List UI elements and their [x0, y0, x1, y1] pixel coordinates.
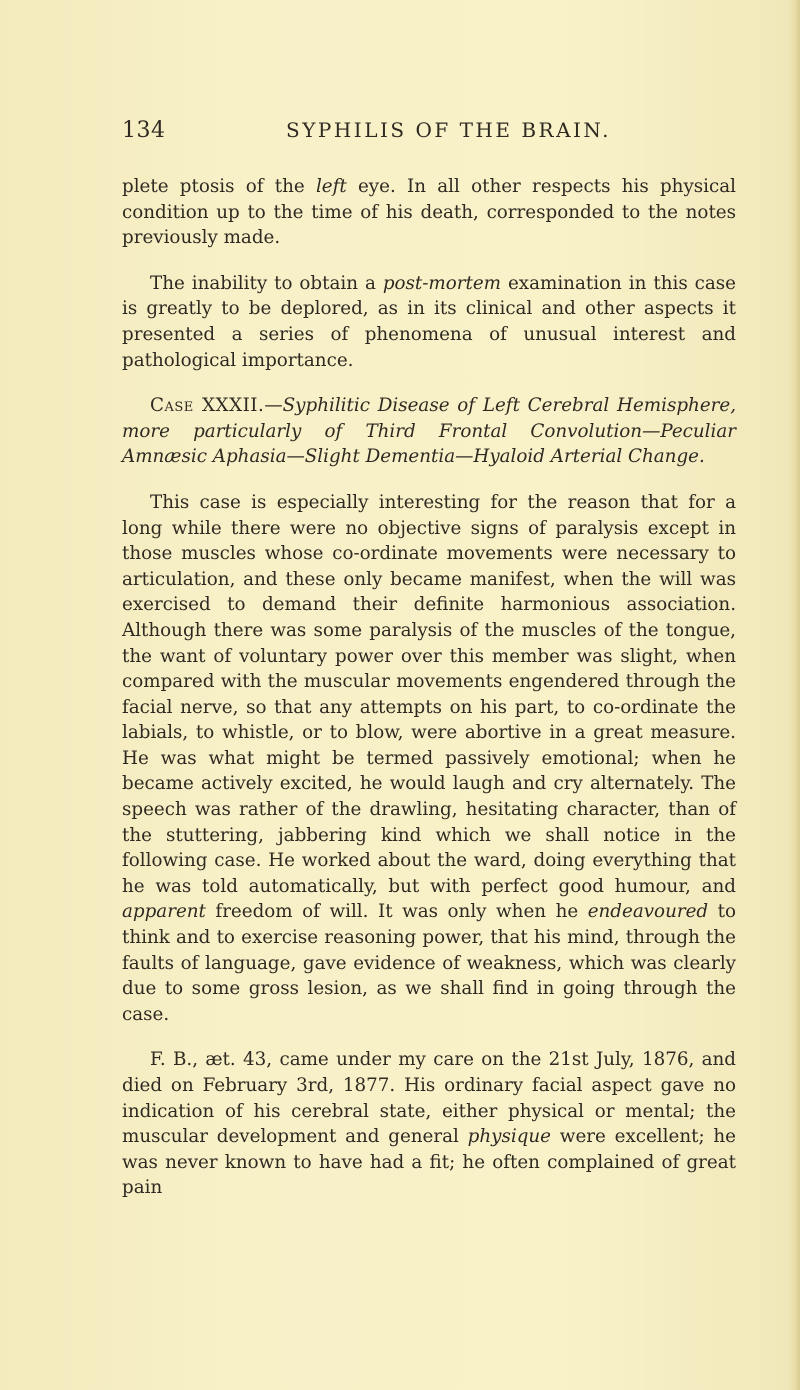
text-run: freedom of will. It was only when he — [205, 901, 588, 923]
paragraph — [122, 271, 736, 373]
case-label: Case XXXII. — [150, 395, 265, 417]
paragraph — [122, 490, 736, 1027]
body-text — [122, 174, 736, 1201]
page-header — [122, 118, 722, 148]
page-edge — [788, 0, 800, 1390]
text-run: examination in this case is greatly to be deplored, as in its clinical and other aspects it presented a series of phenomena of unusual interest and pathological importance. — [122, 272, 736, 371]
text-run: to think and to exercise reasoning power, that his mind, through the faults of language, gave evidence of weakness, which was clearly due to some gross lesion, as we shall find in going through the case. — [122, 901, 736, 1025]
text-run: F. B., æt. 43, came under my care on the 21st July, 1876, and died on February 3rd, 1877. His ordinary facial aspect gave no indication of his cerebral state, either physical or mental; the muscular development and general — [122, 1049, 736, 1148]
italic-run: apparent — [122, 901, 206, 923]
running-title: SYPHILIS OF THE BRAIN. — [286, 118, 611, 142]
text-run: eye. In all other respects his physical condition up to the time of his death, corresponded to the notes previously made. — [122, 176, 736, 249]
text-run: were excellent; he was never known to have had a fit; he often complained of great pain — [122, 1126, 736, 1199]
italic-run: left — [315, 176, 347, 197]
case-title: —Syphilitic Disease of Left Cerebral Hemisphere, more particularly of Third Frontal Convolution—Peculiar Amnæsic Aphasia—Slight Dementia—Hyaloid Arterial Change. — [122, 395, 737, 468]
page-number: 134 — [122, 118, 166, 143]
text-run: plete ptosis of the — [122, 176, 316, 197]
paragraph-continuation — [122, 174, 736, 251]
italic-run: physique — [467, 1126, 551, 1148]
paragraph — [122, 1047, 736, 1201]
italic-run: post-mortem — [382, 272, 502, 294]
text-run: The inability to obtain a — [150, 272, 383, 294]
case-heading — [122, 393, 736, 470]
text-run: This case is especially interesting for the reason that for a long while there were no objective signs of paralysis except in those muscles whose co-ordinate movements were necessary to articulation, and these only became manifest, when the will was exercised to demand their definite harmonious association. Although there was some paralysis of the muscles of the tongue, the want of voluntary power over this member was slight, when compared with the muscular movements engendered through the facial nerve, so that any attempts on his part, to co-ordinate the labials, to whistle, or to blow, were abortive in a great measure. He was what might be termed passively emotional; when he became actively excited, he would laugh and cry alternately. The speech was rather of the drawling, hesitating character, than of the stuttering, jabbering kind which we shall notice in the following case. He worked about the ward, doing everything that he was told automatically, but with perfect good humour, and — [122, 491, 736, 897]
italic-run: endeavoured — [587, 901, 709, 923]
